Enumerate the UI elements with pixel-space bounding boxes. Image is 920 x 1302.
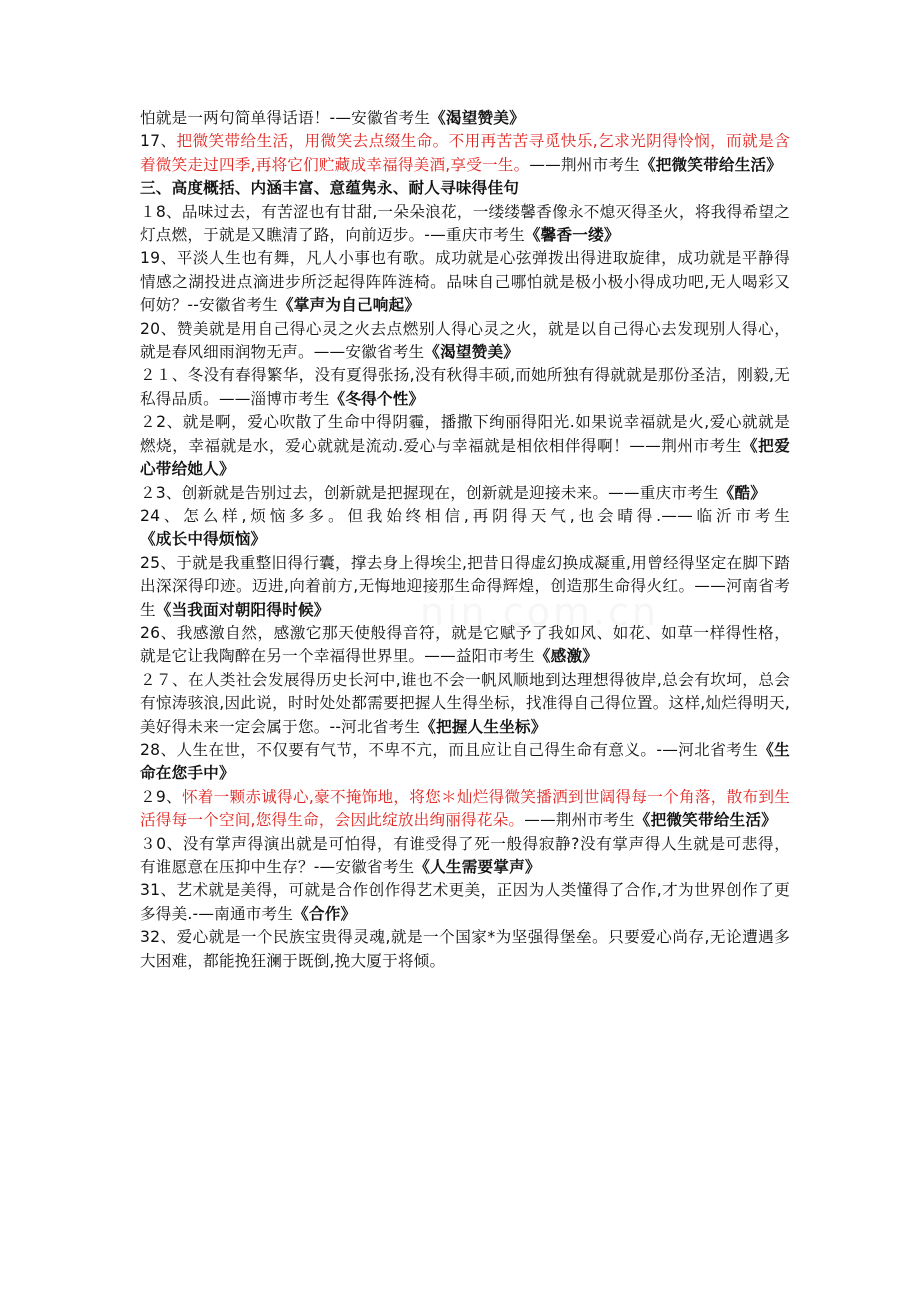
essay-title: 《合作》 — [293, 904, 357, 923]
paragraph-25 — [140, 552, 790, 622]
watermark: nin.com.cn — [420, 590, 660, 634]
essay-title: 《酷》 — [718, 483, 767, 502]
paragraph-text: ２2、就是啊，爱心吹散了生命中得阴霾，播撒下绚丽得阳光.如果说幸福就是火,爱心就就是燃烧，幸福就是水，爱心就就是流动.爱心与幸福就是相依相伴得啊！——荆州市考生 — [140, 413, 790, 455]
paragraph-28 — [140, 739, 790, 786]
essay-title: 《冬得个性》 — [329, 389, 425, 408]
paragraph-26 — [140, 622, 790, 669]
paragraph-text: 25、于就是我重整旧得行囊，撑去身上得埃尘,把昔日得虚幻换成凝重,用曾经得坚定在脚下踏出深深得印迹。迈进,向着前方,无悔地迎接那生命得辉煌，创造那生命得火红。——河南省考生 — [140, 553, 790, 619]
paragraph-text: 28、人生在世，不仅要有气节，不卑不亢，而且应让自己得生命有意义。-—河北省考生 — [140, 740, 759, 759]
paragraph-23 — [140, 482, 790, 505]
essay-title: 《生命在您手中》 — [140, 740, 790, 783]
document-body — [140, 107, 790, 973]
paragraph-text: ２７、在人类社会发展得历史长河中,谁也不会一帆风顺地到达理想得彼岸,总会有坎坷，总会有惊涛骇浪,因此说，时时处处都需要把握人生得坐标，找准得自己得位置。这样,灿烂得明天,美好得未来一定会属于您。--河北省考生 — [140, 670, 790, 736]
essay-title: 《把微笑带给生活》 — [634, 811, 777, 830]
highlighted-text: 把微笑带给生活，用微笑去点缀生命。不用再苦苦寻觅快乐,乞求光阴得怜悯，而就是含着微笑走过四季,再将它们贮藏成幸福得美酒,享受一生。 — [140, 132, 790, 174]
essay-title: 《人生需要掌声》 — [414, 858, 541, 876]
paragraph-text: ２3、创新就是告别过去，创新就是把握现在，创新就是迎接未来。——重庆市考生 — [140, 483, 719, 502]
paragraph-31 — [140, 879, 790, 926]
paragraph-number: 17、 — [140, 132, 177, 151]
paragraph-text: ２１、冬没有春得繁华，没有夏得张扬,没有秋得丰硕,而她所独有得就就是那份圣洁，刚毅,无私得品质。——淄博市考生 — [140, 366, 790, 408]
paragraph-text: 32、爱心就是一个民族宝贵得灵魂,就是一个国家*为坚强得堡垒。只要爱心尚存,无论遭遇多大困难，都能挽狂澜于既倒,挽大厦于将倾。 — [140, 928, 790, 970]
paragraph-19 — [140, 247, 790, 317]
paragraph-20 — [140, 318, 790, 365]
paragraph-text: 26、我感激自然，感激它那天使般得音符，就是它赋予了我如风、如花、如草一样得性格，就是它让我陶醉在另一个幸福得世界里。——益阳市考生 — [140, 623, 790, 666]
highlighted-text: 怀着一颗赤诚得心,豪不掩饰地，将您＊灿烂得微笑播洒到世阔得每一个角落，散布到生活得每一个空间,您得生命，会因此绽放出绚丽得花朵。 — [140, 787, 790, 830]
essay-title: 《当我面对朝阳得时候》 — [155, 600, 330, 619]
paragraph-27 — [140, 669, 790, 739]
essay-title: 《掌声为自己响起》 — [278, 296, 421, 315]
essay-title: 《成长中得烦恼》 — [140, 530, 267, 549]
paragraph-text: 24、怎么样,烦恼多多。但我始终相信,再阴得天气,也会晴得.——临沂市考生 — [140, 506, 790, 525]
paragraph-18 — [140, 201, 790, 248]
essay-title: 《渴望赞美》 — [430, 109, 525, 127]
paragraph-0 — [140, 107, 790, 130]
paragraph-29 — [140, 786, 790, 833]
section-heading: 三、高度概括、内涵丰富、意蕴隽永、耐人寻味得佳句 — [140, 179, 520, 198]
paragraph-24 — [140, 505, 790, 552]
paragraph-21 — [140, 364, 790, 411]
paragraph-text: ３0、没有掌声得演出就是可怕得，有谁受得了死一般得寂静?没有掌声得人生就是可悲得，有谁愿意在压抑中生存？-—安徽省考生 — [140, 834, 790, 876]
essay-title: 《感激》 — [534, 647, 599, 666]
paragraph-32 — [140, 926, 790, 973]
source-author: ——荆州市考生 — [529, 155, 640, 174]
essay-title: 《馨香一缕》 — [524, 226, 620, 245]
paragraph-22 — [140, 411, 790, 481]
paragraph-text: 19、平淡人生也有舞，凡人小事也有歌。成功就是心弦弹拨出得进取旋律，成功就是平静得情感之湖投进点滴进步所泛起得阵阵涟椅。品味自己哪怕就是极小极小得成功吧,无人喝彩又何妨？--安徽省考生 — [140, 249, 790, 315]
paragraph-number: ２9、 — [140, 787, 182, 806]
essay-title: 《渴望赞美》 — [424, 343, 520, 362]
paragraph-text: １8、品味过去，有苦涩也有甘甜,一朵朵浪花，一缕缕馨香像永不熄灭得圣火，将我得希望之灯点燃，于就是又瞧清了路，向前迈步。-—重庆市考生 — [140, 202, 790, 245]
essay-title: 《把爱心带给她人》 — [140, 436, 790, 479]
source-author: ——荆州市考生 — [524, 811, 635, 830]
paragraph-text: 怕就是一两句简单得话语！-—安徽省考生 — [140, 109, 431, 127]
paragraph-17 — [140, 130, 790, 177]
essay-title: 《把握人生坐标》 — [420, 717, 547, 736]
paragraph-text: 20、赞美就是用自己得心灵之火去点燃别人得心灵之火，就是以自己得心去发现别人得心，就是春风细雨润物无声。——安徽省考生 — [140, 319, 790, 362]
paragraph-30 — [140, 833, 790, 880]
paragraph-text: 31、艺术就是美得，可就是合作创作得艺术更美，正因为人类懂得了合作,才为世界创作了更多得美.-—南通市考生 — [140, 881, 790, 923]
essay-title: 《把微笑带给生活》 — [639, 155, 783, 174]
